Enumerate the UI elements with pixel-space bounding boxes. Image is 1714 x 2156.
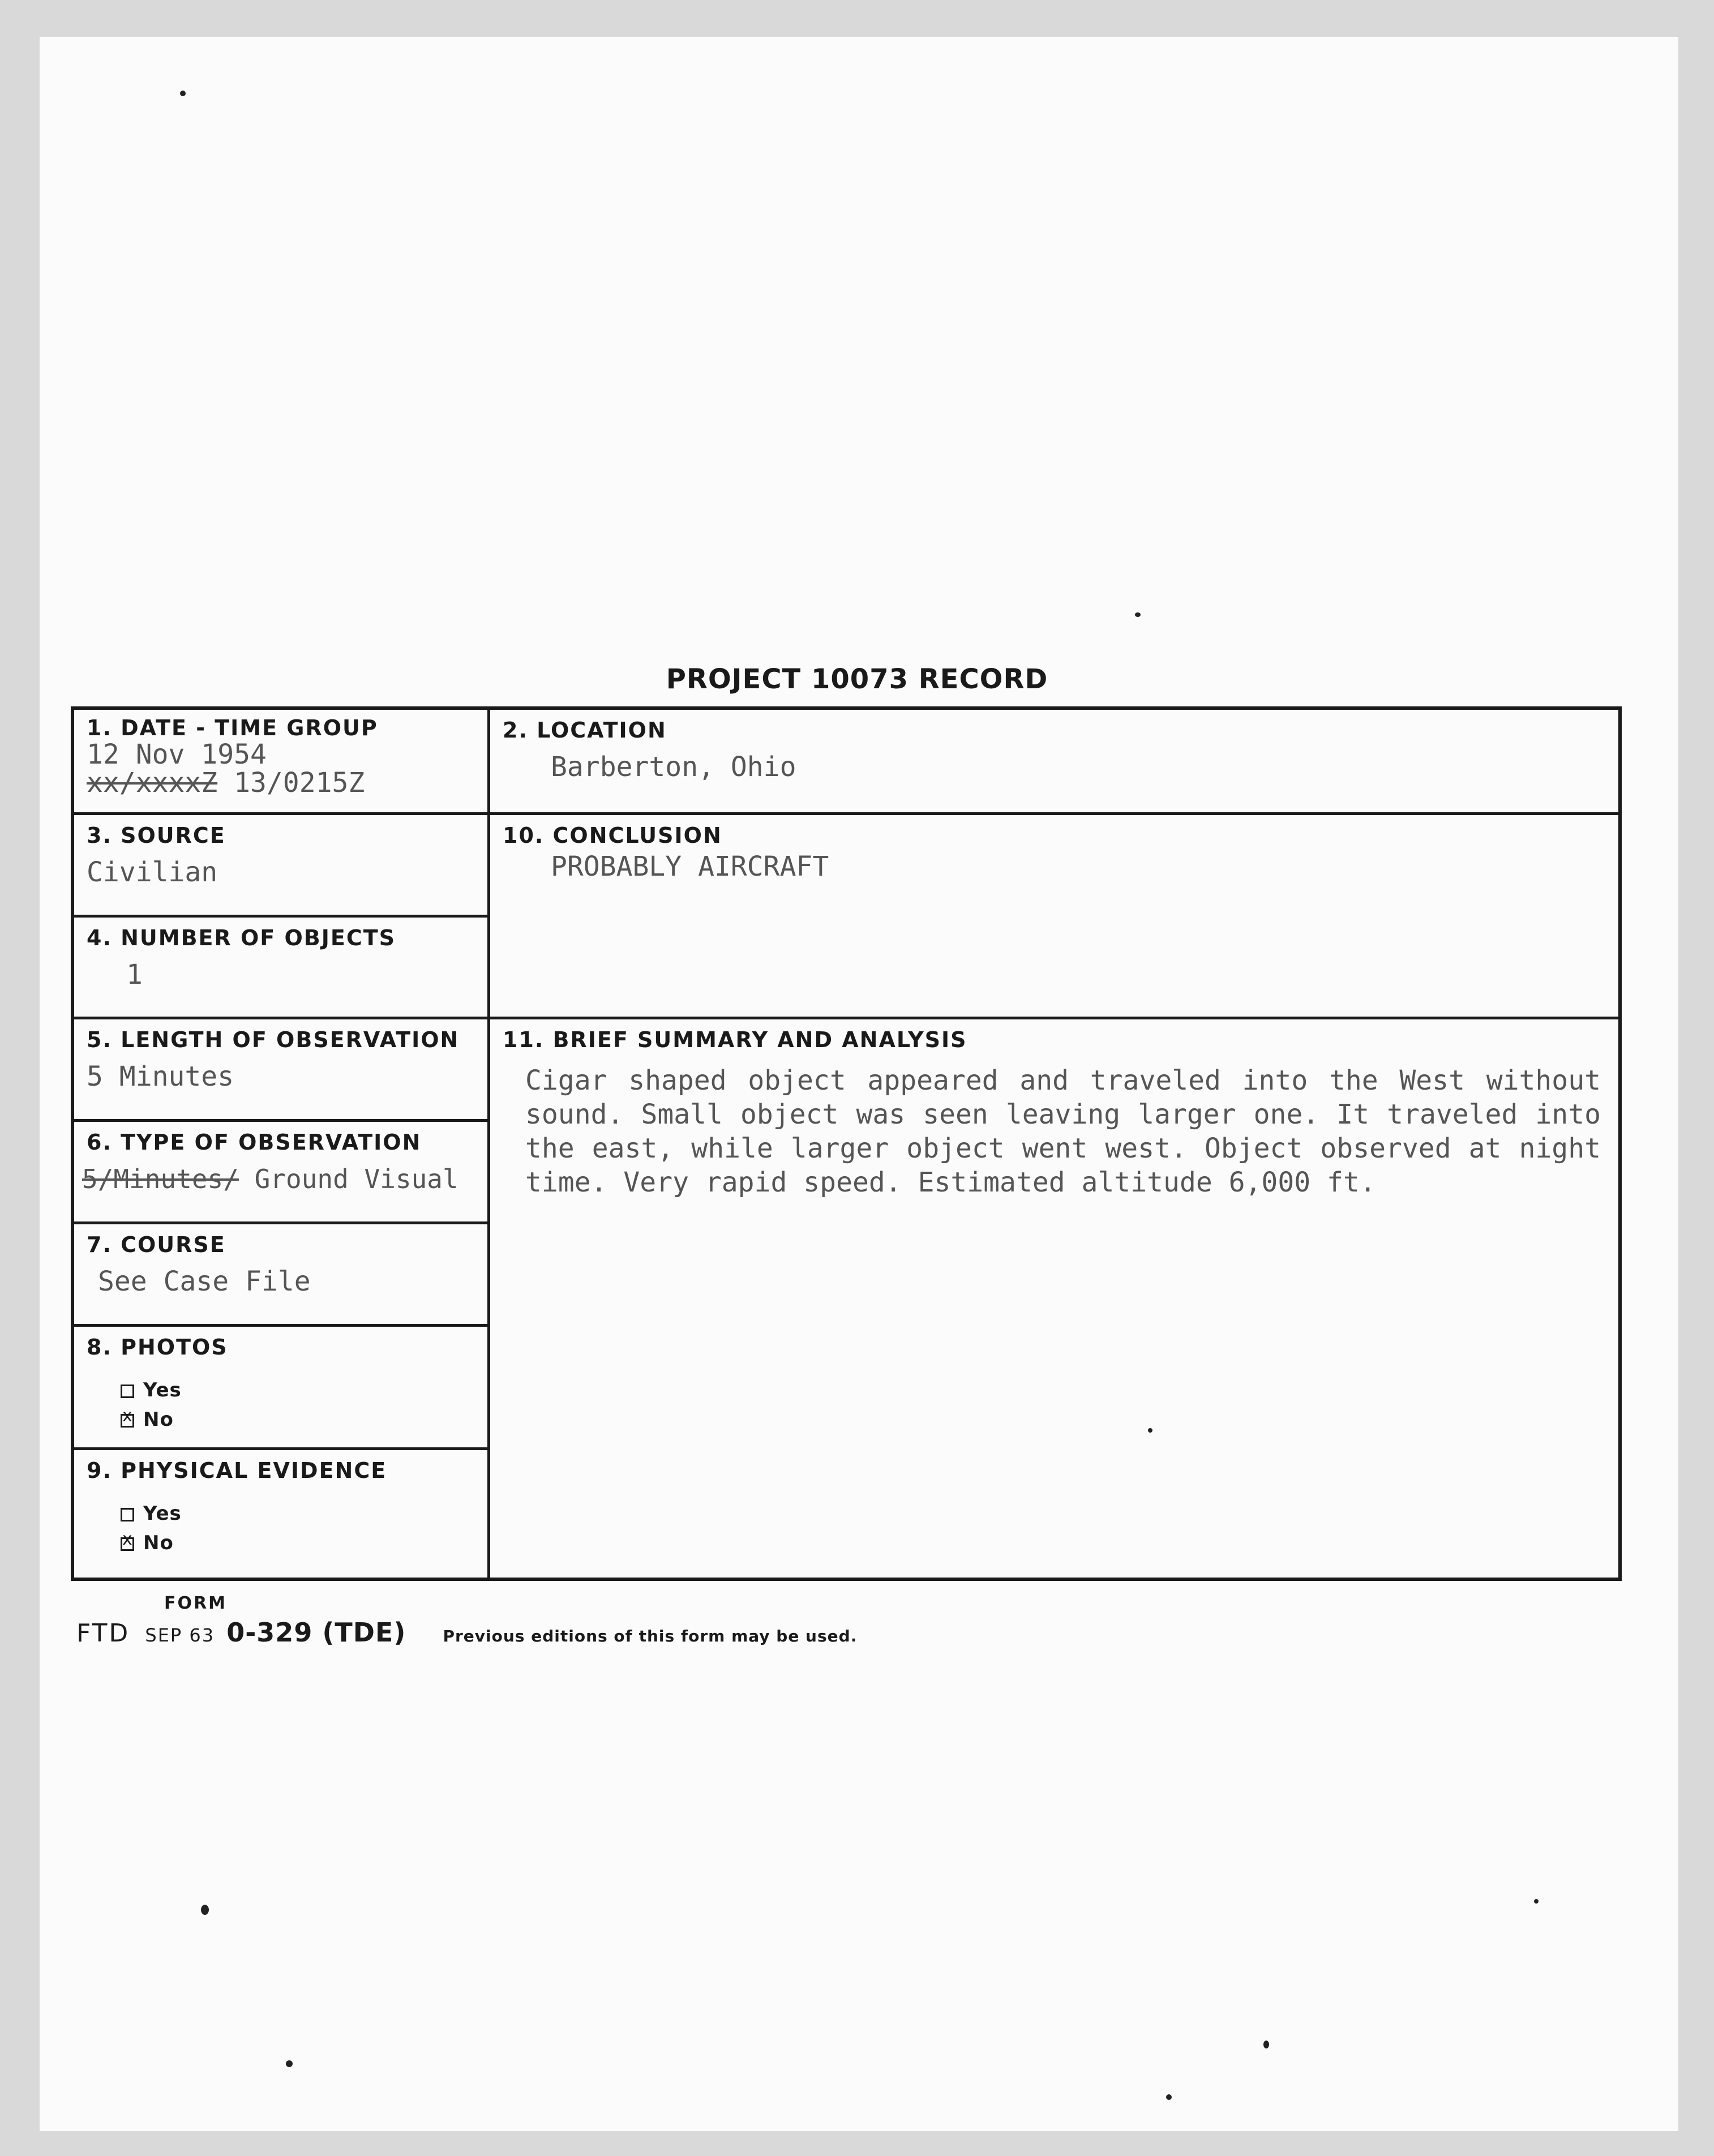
footer-date: SEP 63 [145,1624,215,1646]
summary-cell [490,1019,1619,1578]
type-label: 6. TYPE OF OBSERVATION [87,1130,422,1155]
footer-form-number: 0-329 (TDE) [226,1617,406,1648]
date-value: 12 Nov 1954 [87,739,267,770]
speck [1166,2094,1172,2100]
length-cell [74,1019,487,1119]
length-value: 5 Minutes [87,1061,234,1092]
evidence-label: 9. PHYSICAL EVIDENCE [87,1458,387,1483]
conclusion-label: 10. CONCLUSION [503,823,722,848]
evidence-yes-option[interactable] [121,1499,475,1528]
time-value: 13/0215Z [234,767,365,799]
type-cell [74,1122,487,1221]
footer-form-word: FORM [164,1593,227,1613]
time-value-row [87,769,475,797]
objects-cell [74,918,487,1017]
conclusion-value: PROBABLY AIRCRAFT [551,851,829,882]
source-label: 3. SOURCE [87,823,226,848]
photos-yes-checkbox[interactable] [121,1385,134,1398]
speck [1263,2041,1269,2048]
speck [201,1905,209,1915]
footer-note: Previous editions of this form may be used. [443,1627,858,1645]
struck-type: 5/Minutes/ [82,1164,239,1194]
evidence-no-label: No [143,1532,174,1554]
course-cell [74,1224,487,1324]
location-cell [490,710,1619,812]
objects-label: 4. NUMBER OF OBJECTS [87,925,396,950]
summary-text: Cigar shaped object appeared and traveled into the West without sound. Small object was seen leaving larger one. It traveled into the east, while larger object went west. Object observed at night time. Very rapid speed. Estimated altitude 6,000 ft. [525,1065,1601,1198]
speck [1135,612,1141,617]
type-value: Ground Visual [254,1164,459,1194]
photos-label: 8. PHOTOS [87,1335,228,1360]
photos-no-label: No [143,1408,174,1431]
type-value-row [82,1163,475,1195]
footer-ftd: FTD [76,1619,130,1648]
struck-time: xx/xxxxZ [87,767,218,799]
location-label: 2. LOCATION [503,718,667,743]
evidence-yes-checkbox[interactable] [121,1508,134,1521]
length-label: 5. LENGTH OF OBSERVATION [87,1027,460,1052]
photos-yes-label: Yes [143,1379,182,1401]
photos-yes-option[interactable] [121,1375,475,1405]
objects-value: 1 [126,959,143,991]
summary-label: 11. BRIEF SUMMARY AND ANALYSIS [503,1027,967,1052]
photos-no-option[interactable] [121,1405,475,1434]
photos-no-checkbox[interactable] [121,1414,134,1428]
photos-cell [74,1327,487,1447]
course-label: 7. COURSE [87,1232,226,1257]
conclusion-cell [490,815,1619,1017]
evidence-no-option[interactable] [121,1528,475,1558]
course-value: See Case File [98,1266,311,1297]
date-time-cell [74,710,487,812]
page-title: PROJECT 10073 RECORD [666,663,1048,695]
source-value: Civilian [87,856,218,888]
evidence-no-checkbox[interactable] [121,1537,134,1551]
source-cell [74,815,487,915]
location-value: Barberton, Ohio [551,751,796,783]
speck [1534,1899,1539,1904]
footer-line [76,1617,857,1648]
date-time-label: 1. DATE - TIME GROUP [87,715,378,740]
record-form [71,706,1622,1581]
evidence-cell [74,1450,487,1578]
speck [180,91,186,96]
evidence-yes-label: Yes [143,1502,182,1525]
speck [286,2060,293,2067]
